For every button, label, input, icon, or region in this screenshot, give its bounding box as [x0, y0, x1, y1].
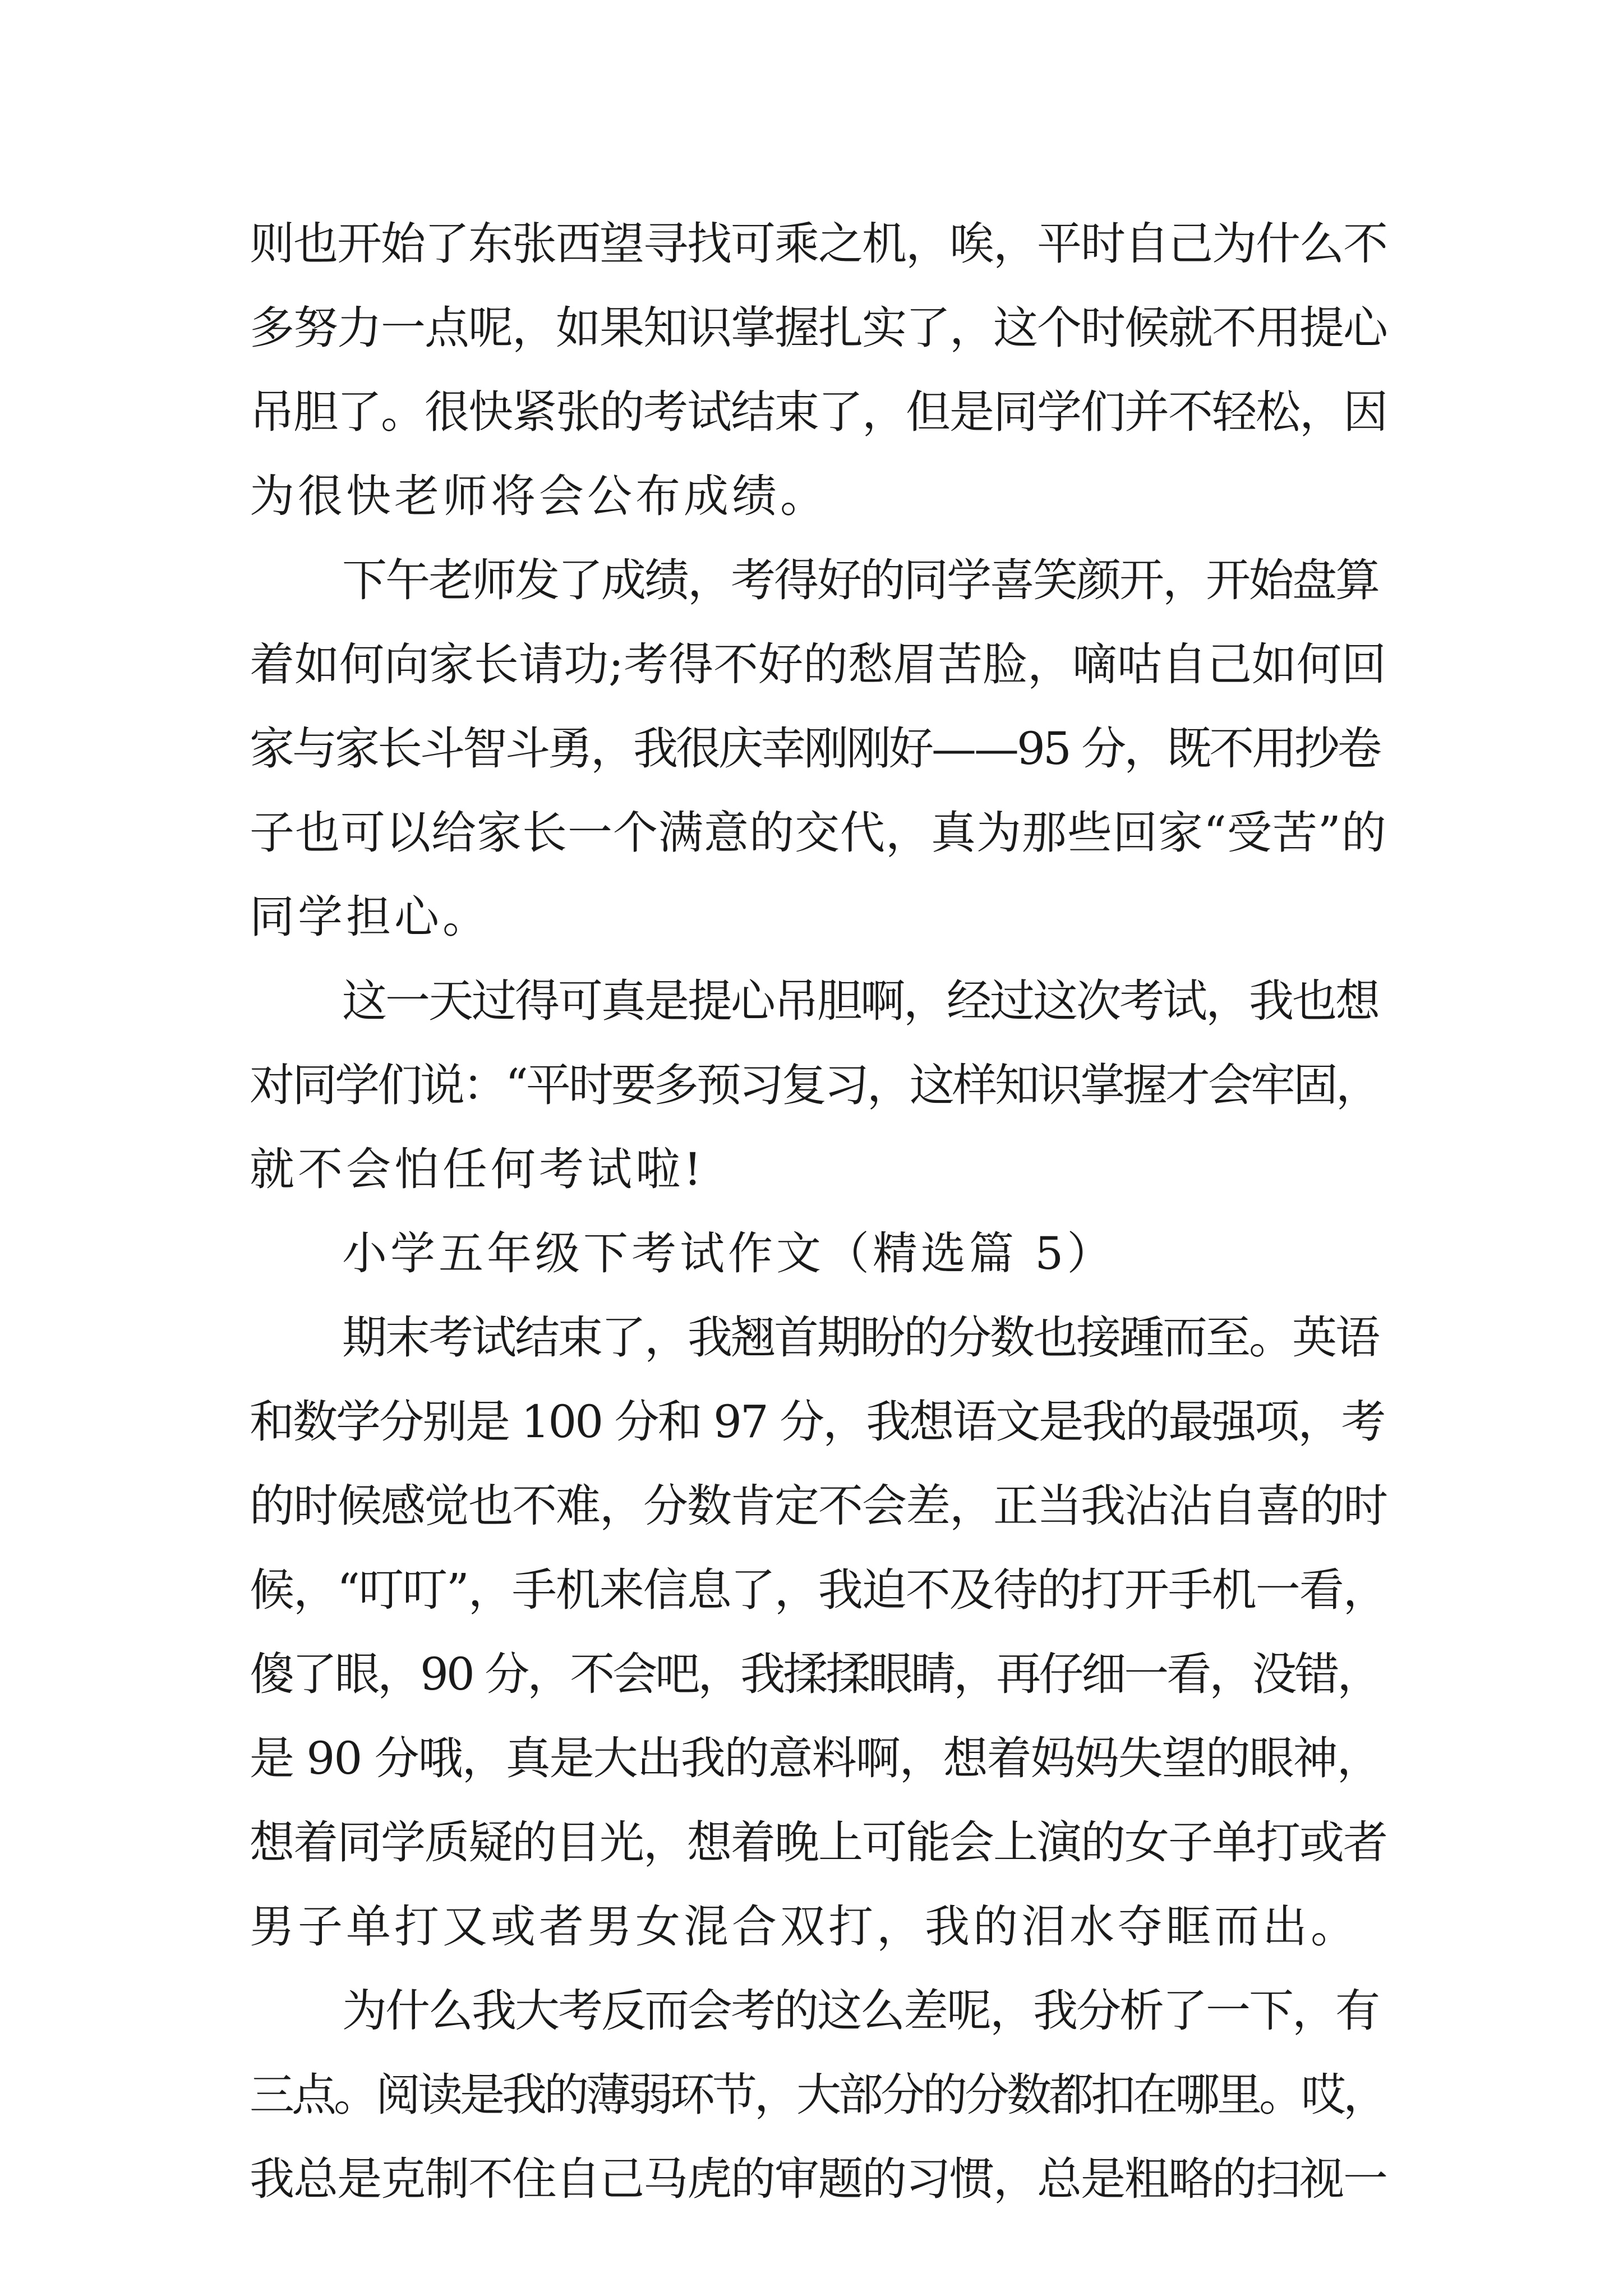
text-line: 的时候感觉也不难，分数肯定不会差，正当我沾沾自喜的时 — [250, 1480, 1387, 1532]
text-line: 和数学分别是 100 分和 97 分，我想语文是我的最强项，考 — [250, 1396, 1385, 1448]
text-line: 子也可以给家长一个满意的交代，真为那些回家“受苦”的 — [250, 807, 1387, 859]
text-line: 这一天过得可真是提心吊胆啊，经过这次考试，我也想 — [342, 975, 1378, 1027]
text-line: 吊胆了。很快紧张的考试结束了，但是同学们并不轻松，因 — [250, 386, 1387, 438]
text-line: 男子单打又或者男女混合双打，我的泪水夺眶而出。 — [250, 1901, 1359, 1953]
text-line: 为很快老师将会公布成绩。 — [250, 470, 828, 522]
text-line: 候，“叮叮”，手机来信息了，我迫不及待的打开手机一看， — [250, 1564, 1387, 1616]
text-line: 我总是克制不住自己马虎的审题的习惯，总是粗略的扫视一 — [250, 2153, 1387, 2205]
text-line: 着如何向家长请功;考得不好的愁眉苦脸，嘀咕自己如何回 — [250, 638, 1386, 691]
text-line: 是 90 分哦，真是大出我的意料啊，想着妈妈失望的眼神， — [250, 1732, 1381, 1784]
text-line: 就不会怕任何考试啦! — [250, 1143, 706, 1195]
text-line: 小学五年级下考试作文（精选篇 5） — [342, 1227, 1115, 1280]
text-line: 三点。阅读是我的薄弱环节，大部分的分数都扣在哪里。哎， — [250, 2069, 1385, 2121]
text-line: 同学担心。 — [250, 891, 491, 943]
text-line: 下午老师发了成绩，考得好的同学喜笑颜开，开始盘算 — [342, 554, 1378, 606]
text-line: 多努力一点呢，如果知识掌握扎实了，这个时候就不用提心 — [250, 302, 1387, 354]
text-line: 想着同学质疑的目光，想着晚上可能会上演的女子单打或者 — [250, 1816, 1387, 1869]
text-line: 为什么我大考反而会考的这么差呢，我分析了一下，有 — [342, 1985, 1378, 2037]
text-line: 傻了眼，90 分，不会吧，我揉揉眼睛，再仔细一看，没错， — [250, 1648, 1380, 1700]
text-line: 则也开始了东张西望寻找可乘之机，唉，平时自己为什么不 — [250, 218, 1387, 270]
text-line: 期末考试结束了，我翘首期盼的分数也接踵而至。英语 — [342, 1312, 1378, 1364]
text-line: 家与家长斗智斗勇，我很庆幸刚刚好——95 分，既不用抄卷 — [250, 723, 1380, 775]
essay-text — [250, 202, 1391, 2221]
text-line: 对同学们说：“平时要多预习复习，这样知识掌握才会牢固， — [250, 1059, 1378, 1111]
